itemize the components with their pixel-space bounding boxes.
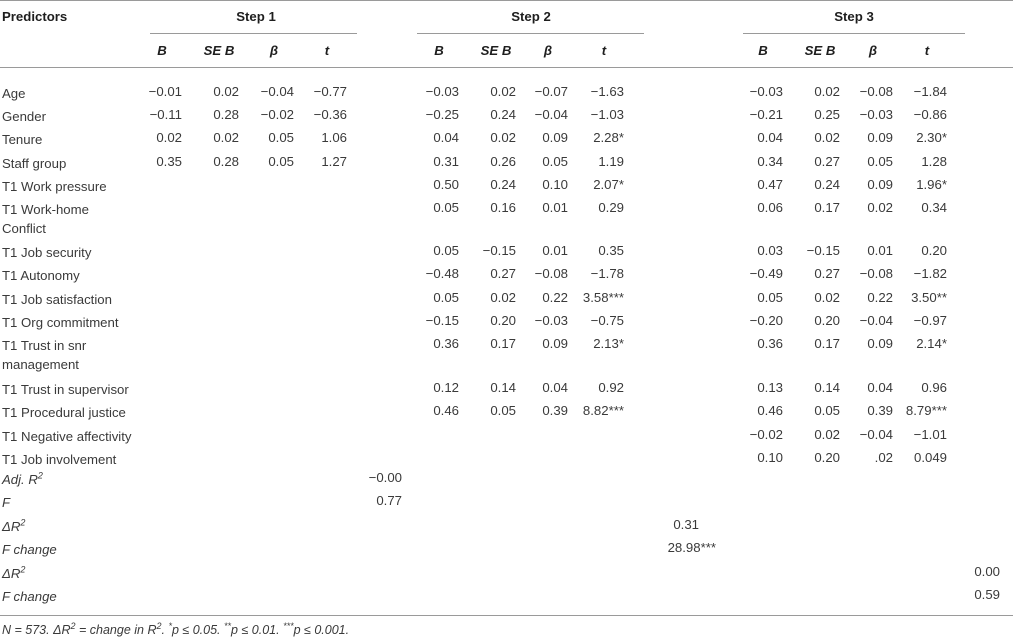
table-cell: 0.24: [814, 177, 840, 192]
subheader-step1-col1: B: [157, 43, 167, 58]
table-cell: −0.75: [590, 313, 624, 328]
subheader-step3-col2: SE B: [804, 43, 836, 58]
table-cell: 8.79***: [905, 403, 947, 418]
table-cell: 0.01: [542, 243, 568, 258]
table-cell: 1.06: [321, 130, 347, 145]
table-cell: 0.17: [814, 200, 840, 215]
table-cell: 1.19: [598, 154, 624, 169]
table-cell: 0.01: [867, 243, 893, 258]
row-label: T1 Work-home Conflict: [2, 202, 89, 236]
table-cell: 0.05: [814, 403, 840, 418]
table-cell: 0.16: [490, 200, 516, 215]
subheader-step2-col4: t: [601, 43, 607, 58]
table-cell: −0.20: [749, 313, 783, 328]
table-cell: 2.30*: [916, 130, 947, 145]
delta-r2-value-step3: 0.00: [974, 564, 1000, 579]
table-cell: 0.13: [757, 380, 783, 395]
table-cell: 0.09: [542, 130, 568, 145]
row-label: T1 Job satisfaction: [2, 292, 112, 307]
table-cell: −0.48: [425, 266, 459, 281]
row-label: Age: [2, 86, 26, 101]
table-cell: 0.02: [814, 427, 840, 442]
table-cell: 0.049: [913, 450, 947, 465]
table-cell: −0.07: [534, 84, 568, 99]
table-cell: 0.27: [814, 266, 840, 281]
subheader-step1-col4: t: [324, 43, 330, 58]
table-cell: 0.10: [757, 450, 783, 465]
header-bottom-rule: [0, 67, 1013, 68]
table-cell: 0.39: [542, 403, 568, 418]
row-label: T1 Job security: [2, 245, 92, 260]
table-cell: 0.20: [921, 243, 947, 258]
table-cell: 0.47: [757, 177, 783, 192]
table-cell: 0.05: [268, 154, 294, 169]
table-cell: 0.12: [433, 380, 459, 395]
table-cell: 0.02: [490, 130, 516, 145]
f-value: 0.77: [376, 493, 402, 508]
adj-r2-value: −0.00: [368, 470, 402, 485]
table-cell: 0.46: [757, 403, 783, 418]
table-cell: −0.15: [806, 243, 840, 258]
table-cell: 0.02: [213, 84, 239, 99]
table-cell: 0.25: [814, 107, 840, 122]
row-label: T1 Job involvement: [2, 452, 117, 467]
table-cell: 0.09: [867, 336, 893, 351]
table-cell: −0.03: [859, 107, 893, 122]
table-cell: 0.02: [156, 130, 182, 145]
row-label: T1 Trust in supervisor: [2, 382, 129, 397]
table-cell: 0.05: [867, 154, 893, 169]
table-cell: 0.17: [490, 336, 516, 351]
table-cell: −0.21: [749, 107, 783, 122]
table-cell: 0.96: [921, 380, 947, 395]
table-cell: 0.04: [433, 130, 459, 145]
adj-r2-label: Adj. $R^2$: [2, 470, 43, 487]
table-cell: 1.27: [321, 154, 347, 169]
subheader-step3-col1: B: [758, 43, 768, 58]
row-label: T1 Negative affectivity: [2, 429, 132, 444]
table-cell: 0.02: [814, 290, 840, 305]
table-cell: 0.22: [867, 290, 893, 305]
table-cell: 0.27: [490, 266, 516, 281]
table-cell: 0.05: [490, 403, 516, 418]
table-top-rule: [0, 0, 1013, 1]
delta-r2-label-step3: $\Delta R^2$: [2, 564, 26, 581]
step3-header: Step 3: [834, 9, 874, 24]
table-cell: −1.01: [913, 427, 947, 442]
step1-underline: [150, 33, 357, 34]
predictors-header: Predictors: [2, 9, 68, 24]
subheader-step2-col2: SE B: [480, 43, 512, 58]
step3-underline: [743, 33, 965, 34]
table-cell: −1.84: [913, 84, 947, 99]
table-cell: −0.08: [859, 84, 893, 99]
table-cell: 0.05: [757, 290, 783, 305]
table-cell: 0.20: [814, 450, 840, 465]
table-cell: 0.05: [268, 130, 294, 145]
table-cell: 0.05: [433, 243, 459, 258]
table-cell: −0.97: [913, 313, 947, 328]
table-cell: 0.20: [814, 313, 840, 328]
table-cell: −0.04: [859, 313, 893, 328]
table-cell: −1.82: [913, 266, 947, 281]
table-cell: −0.11: [149, 107, 182, 122]
subheader-step3-col3: β: [868, 43, 878, 58]
table-cell: 0.01: [542, 200, 568, 215]
table-cell: −0.77: [313, 84, 347, 99]
table-cell: −0.15: [425, 313, 459, 328]
table-cell: −0.04: [260, 84, 294, 99]
row-label: T1 Autonomy: [2, 268, 80, 283]
table-cell: −0.02: [260, 107, 294, 122]
table-cell: −1.78: [590, 266, 624, 281]
step2-header: Step 2: [511, 9, 551, 24]
table-cell: 0.10: [542, 177, 568, 192]
table-cell: −0.03: [534, 313, 568, 328]
table-cell: 0.39: [867, 403, 893, 418]
row-label: Tenure: [2, 132, 43, 147]
table-cell: −0.02: [749, 427, 783, 442]
table-cell: −0.01: [148, 84, 182, 99]
table-cell: 0.03: [757, 243, 783, 258]
subheader-step1-col2: SE B: [203, 43, 235, 58]
step2-underline: [417, 33, 644, 34]
f-label: F: [2, 495, 11, 510]
table-cell: 0.04: [542, 380, 568, 395]
subheader-step2-col3: β: [543, 43, 553, 58]
table-cell: 0.06: [757, 200, 783, 215]
table-cell: −0.08: [859, 266, 893, 281]
table-cell: 0.28: [213, 107, 239, 122]
table-cell: 1.96*: [916, 177, 947, 192]
table-cell: −0.15: [482, 243, 516, 258]
table-cell: 0.02: [490, 290, 516, 305]
table-cell: 0.46: [433, 403, 459, 418]
table-cell: 8.82***: [582, 403, 624, 418]
delta-r2-value-step2: 0.31: [673, 517, 699, 532]
table-cell: 0.09: [867, 130, 893, 145]
table-cell: 0.02: [867, 200, 893, 215]
table-cell: 2.13*: [593, 336, 624, 351]
table-cell: 0.26: [490, 154, 516, 169]
table-cell: 3.58***: [582, 290, 624, 305]
row-label: Staff group: [2, 156, 67, 171]
table-cell: 2.14*: [916, 336, 947, 351]
table-cell: −0.04: [859, 427, 893, 442]
f-change-value-step3: 0.59: [974, 587, 1000, 602]
table-cell: 0.35: [156, 154, 182, 169]
table-cell: −0.49: [749, 266, 783, 281]
f-change-value-step2: 28.98***: [667, 540, 716, 555]
table-cell: 0.09: [542, 336, 568, 351]
table-cell: 0.36: [757, 336, 783, 351]
table-cell: 0.31: [433, 154, 459, 169]
table-cell: .02: [874, 450, 893, 465]
table-cell: 0.24: [490, 177, 516, 192]
delta-r2-label-step2: $\Delta R^2$: [2, 517, 26, 534]
table-cell: 0.09: [867, 177, 893, 192]
table-cell: 0.24: [490, 107, 516, 122]
table-cell: 0.02: [814, 84, 840, 99]
row-label: T1 Procedural justice: [2, 405, 126, 420]
f-change-label-step2: F change: [2, 542, 57, 557]
table-cell: 0.02: [814, 130, 840, 145]
table-cell: −1.63: [590, 84, 624, 99]
table-cell: 0.92: [598, 380, 624, 395]
table-cell: −0.03: [425, 84, 459, 99]
table-cell: −0.25: [425, 107, 459, 122]
table-cell: 0.35: [598, 243, 624, 258]
table-cell: 0.02: [490, 84, 516, 99]
table-cell: 0.36: [433, 336, 459, 351]
table-cell: −0.36: [313, 107, 347, 122]
row-label: T1 Trust in snr management: [2, 338, 87, 372]
table-cell: −0.86: [913, 107, 947, 122]
table-cell: 0.05: [433, 200, 459, 215]
table-cell: 1.28: [921, 154, 947, 169]
table-cell: 0.05: [433, 290, 459, 305]
table-cell: 0.20: [490, 313, 516, 328]
table-cell: 2.07*: [593, 177, 624, 192]
table-cell: −1.03: [590, 107, 624, 122]
table-cell: 0.34: [921, 200, 947, 215]
table-cell: 0.50: [433, 177, 459, 192]
table-cell: −0.03: [749, 84, 783, 99]
f-change-label-step3: F change: [2, 589, 57, 604]
table-cell: 0.34: [757, 154, 783, 169]
table-cell: 0.04: [757, 130, 783, 145]
table-cell: 0.04: [867, 380, 893, 395]
table-cell: 0.29: [598, 200, 624, 215]
table-footnote: N = 573. $\Delta R^2$ = change in $R^2$. *p ≤ 0.05. **p ≤ 0.01. ***p ≤ 0.001.: [2, 620, 350, 637]
table-cell: 0.14: [814, 380, 840, 395]
table-cell: 0.27: [814, 154, 840, 169]
step1-header: Step 1: [236, 9, 276, 24]
row-label: T1 Work pressure: [2, 179, 107, 194]
subheader-step1-col3: β: [269, 43, 279, 58]
table-cell: 0.14: [490, 380, 516, 395]
row-label: Gender: [2, 109, 46, 124]
table-cell: 0.28: [213, 154, 239, 169]
table-cell: −0.04: [534, 107, 568, 122]
table-cell: 0.17: [814, 336, 840, 351]
row-label: T1 Org commitment: [2, 315, 119, 330]
table-cell: 3.50**: [911, 290, 947, 305]
subheader-step3-col4: t: [924, 43, 930, 58]
table-cell: 2.28*: [593, 130, 624, 145]
subheader-step2-col1: B: [434, 43, 444, 58]
table-cell: −0.08: [534, 266, 568, 281]
table-cell: 0.22: [542, 290, 568, 305]
table-cell: 0.02: [213, 130, 239, 145]
table-bottom-rule: [0, 615, 1013, 616]
table-cell: 0.05: [542, 154, 568, 169]
